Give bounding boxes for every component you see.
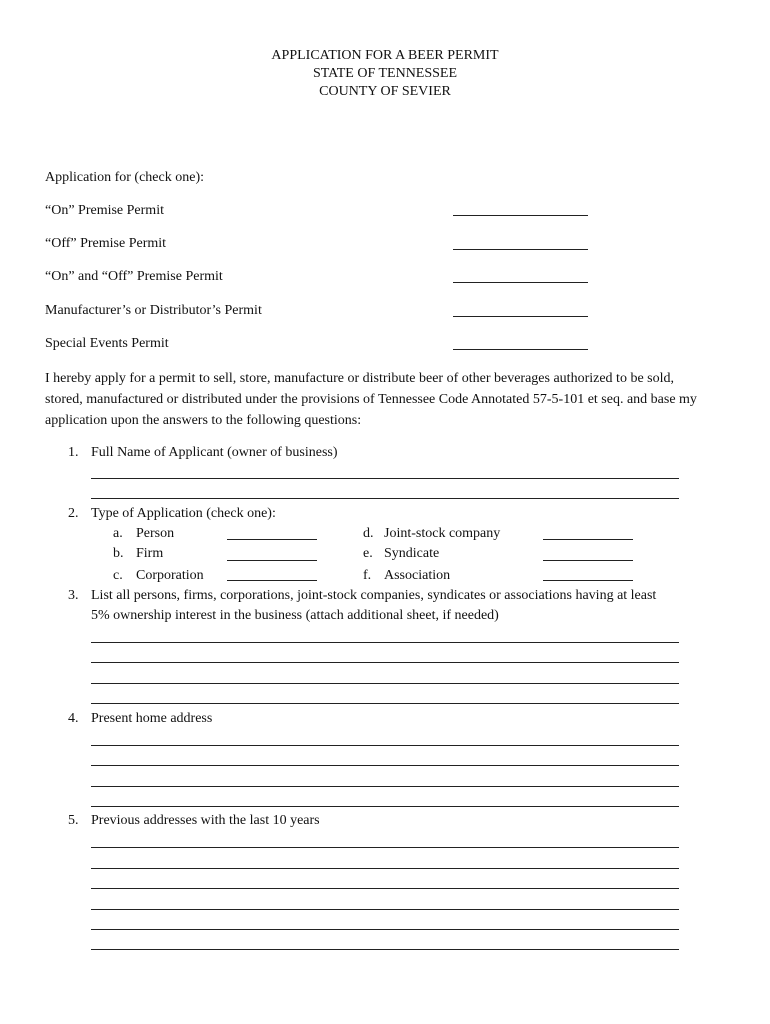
q5-label: Previous addresses with the last 10 years [91,813,320,828]
option-manufacturer-blank[interactable] [453,316,588,317]
q4-answer-line[interactable] [91,765,679,766]
q2-syndicate-blank[interactable] [543,560,633,561]
option-special-events-blank[interactable] [453,349,588,350]
q2-d-label: Joint-stock company [384,526,501,541]
form-title: APPLICATION FOR A BEER PERMIT [271,48,499,63]
q2-d-letter: d. [363,526,374,541]
option-on-off-premise-blank[interactable] [453,282,588,283]
q2-label: Type of Application (check one): [91,506,276,521]
q4-number: 4. [68,711,79,726]
q1-answer-line[interactable] [91,478,679,479]
q2-b-label: Firm [136,546,164,561]
county-heading: COUNTY OF SEVIER [319,84,451,99]
q3-answer-line[interactable] [91,683,679,684]
q3-answer-line[interactable] [91,703,679,704]
q3-label-line2: 5% ownership interest in the business (attach additional sheet, if needed) [91,608,499,623]
q2-b-letter: b. [113,546,124,561]
q1-answer-line[interactable] [91,498,679,499]
q5-answer-line[interactable] [91,847,679,848]
q3-answer-line[interactable] [91,642,679,643]
q4-answer-line[interactable] [91,806,679,807]
q3-answer-line[interactable] [91,662,679,663]
application-statement: I hereby apply for a permit to sell, store, manufacture or distribute beer of other beverages authorized to be sold, stored, manufactured or distributed under the provisions of Tennessee Code Annotated 57-5-101 et seq. and base my application upon the answers to the following questions: [45,371,697,428]
option-off-premise-blank[interactable] [453,249,588,250]
q2-c-letter: c. [113,568,123,583]
q2-person-blank[interactable] [227,539,317,540]
state-heading: STATE OF TENNESSEE [312,66,458,81]
q2-association-blank[interactable] [543,580,633,581]
q2-f-label: Association [384,568,451,583]
option-off-premise-label: “Off” Premise Permit [45,236,167,251]
q5-answer-line[interactable] [91,949,679,950]
q4-label: Present home address [91,711,213,726]
q5-answer-line[interactable] [91,868,679,869]
option-on-off-premise-label: “On” and “Off” Premise Permit [45,269,223,284]
option-manufacturer-label: Manufacturer’s or Distributor’s Permit [45,303,262,318]
option-on-premise-label: “On” Premise Permit [45,203,164,218]
q2-joint-stock-blank[interactable] [543,539,633,540]
q2-firm-blank[interactable] [227,560,317,561]
q2-c-label: Corporation [136,568,204,583]
q1-number: 1. [68,445,79,460]
q5-answer-line[interactable] [91,888,679,889]
q5-answer-line[interactable] [91,909,679,910]
q5-answer-line[interactable] [91,929,679,930]
q4-answer-line[interactable] [91,745,679,746]
q2-e-letter: e. [363,546,373,561]
q3-label-line1: List all persons, firms, corporations, joint-stock companies, syndicates or associations having at least [91,588,657,603]
q1-label: Full Name of Applicant (owner of business) [91,445,338,460]
option-on-premise-blank[interactable] [453,215,588,216]
q2-a-letter: a. [113,526,123,541]
q2-e-label: Syndicate [384,546,440,561]
q2-a-label: Person [136,526,175,541]
q2-number: 2. [68,506,79,521]
q2-f-letter: f. [363,568,372,583]
q4-answer-line[interactable] [91,786,679,787]
application-for-label: Application for (check one): [45,170,204,185]
q3-number: 3. [68,588,79,603]
q5-number: 5. [68,813,79,828]
option-special-events-label: Special Events Permit [45,336,169,351]
q2-corporation-blank[interactable] [227,580,317,581]
